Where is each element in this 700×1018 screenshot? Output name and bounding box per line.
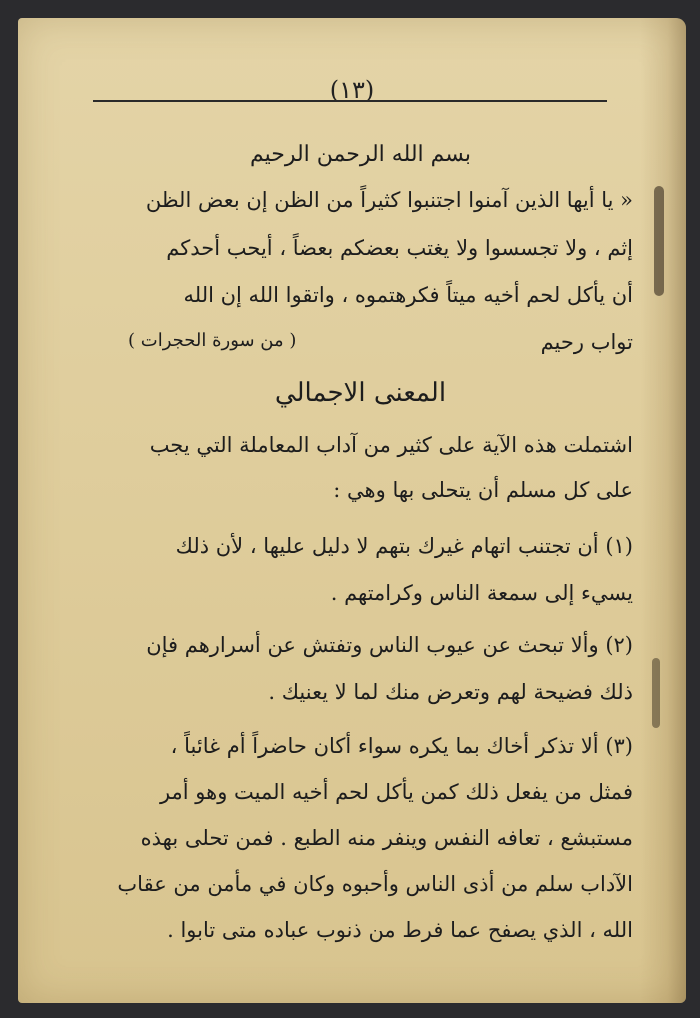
body-line: (٣) ألا تذكر أخاك بما يكره سواء أكان حاضراً أم غائباً ، — [170, 734, 633, 758]
body-line: (٢) وألا تبحث عن عيوب الناس وتفتش عن أسرارهم فإن — [146, 633, 633, 657]
verse-line: إثم ، ولا تجسسوا ولا يغتب بعضكم بعضاً ، أيحب أحدكم — [166, 236, 633, 260]
verse-line: « يا أيها الذين آمنوا اجتنبوا كثيراً من الظن إن بعض الظن — [145, 188, 633, 212]
header-rule — [93, 100, 607, 102]
page-number: (١٣) — [329, 76, 375, 104]
ink-spot — [652, 658, 660, 728]
ink-spot — [654, 186, 664, 296]
body-line: على كل مسلم أن يتحلى بها وهي : — [333, 478, 633, 502]
body-line: يسيء إلى سمعة الناس وكرامتهم . — [330, 581, 633, 605]
body-line: فمثل من يفعل ذلك كمن يأكل لحم أخيه الميت وهو أمر — [159, 780, 633, 804]
book-page — [18, 18, 686, 1003]
verse-line: تواب رحيم — [540, 330, 633, 354]
body-line: الله ، الذي يصفح عما فرط من ذنوب عباده متى تابوا . — [167, 918, 633, 942]
body-line: ذلك فضيحة لهم وتعرض منك لما لا يعنيك . — [268, 680, 633, 704]
body-line: (١) أن تجتنب اتهام غيرك بتهم لا دليل عليها ، لأن ذلك — [175, 534, 633, 558]
body-line: اشتملت هذه الآية على كثير من آداب المعاملة التي يجب — [149, 433, 633, 457]
page-edge-wear — [640, 18, 686, 1003]
body-line: مستبشع ، تعافه النفس وينفر منه الطبع . فمن تحلى بهذه — [140, 826, 633, 850]
section-heading: المعنى الاجمالي — [274, 378, 447, 408]
basmala: بسم الله الرحمن الرحيم — [249, 142, 472, 167]
verse-source: ( من سورة الحجرات ) — [128, 330, 297, 351]
verse-line: أن يأكل لحم أخيه ميتاً فكرهتموه ، واتقوا الله إن الله — [183, 283, 633, 307]
body-line: الآداب سلم من أذى الناس وأحبوه وكان في مأمن من عقاب — [117, 872, 633, 896]
